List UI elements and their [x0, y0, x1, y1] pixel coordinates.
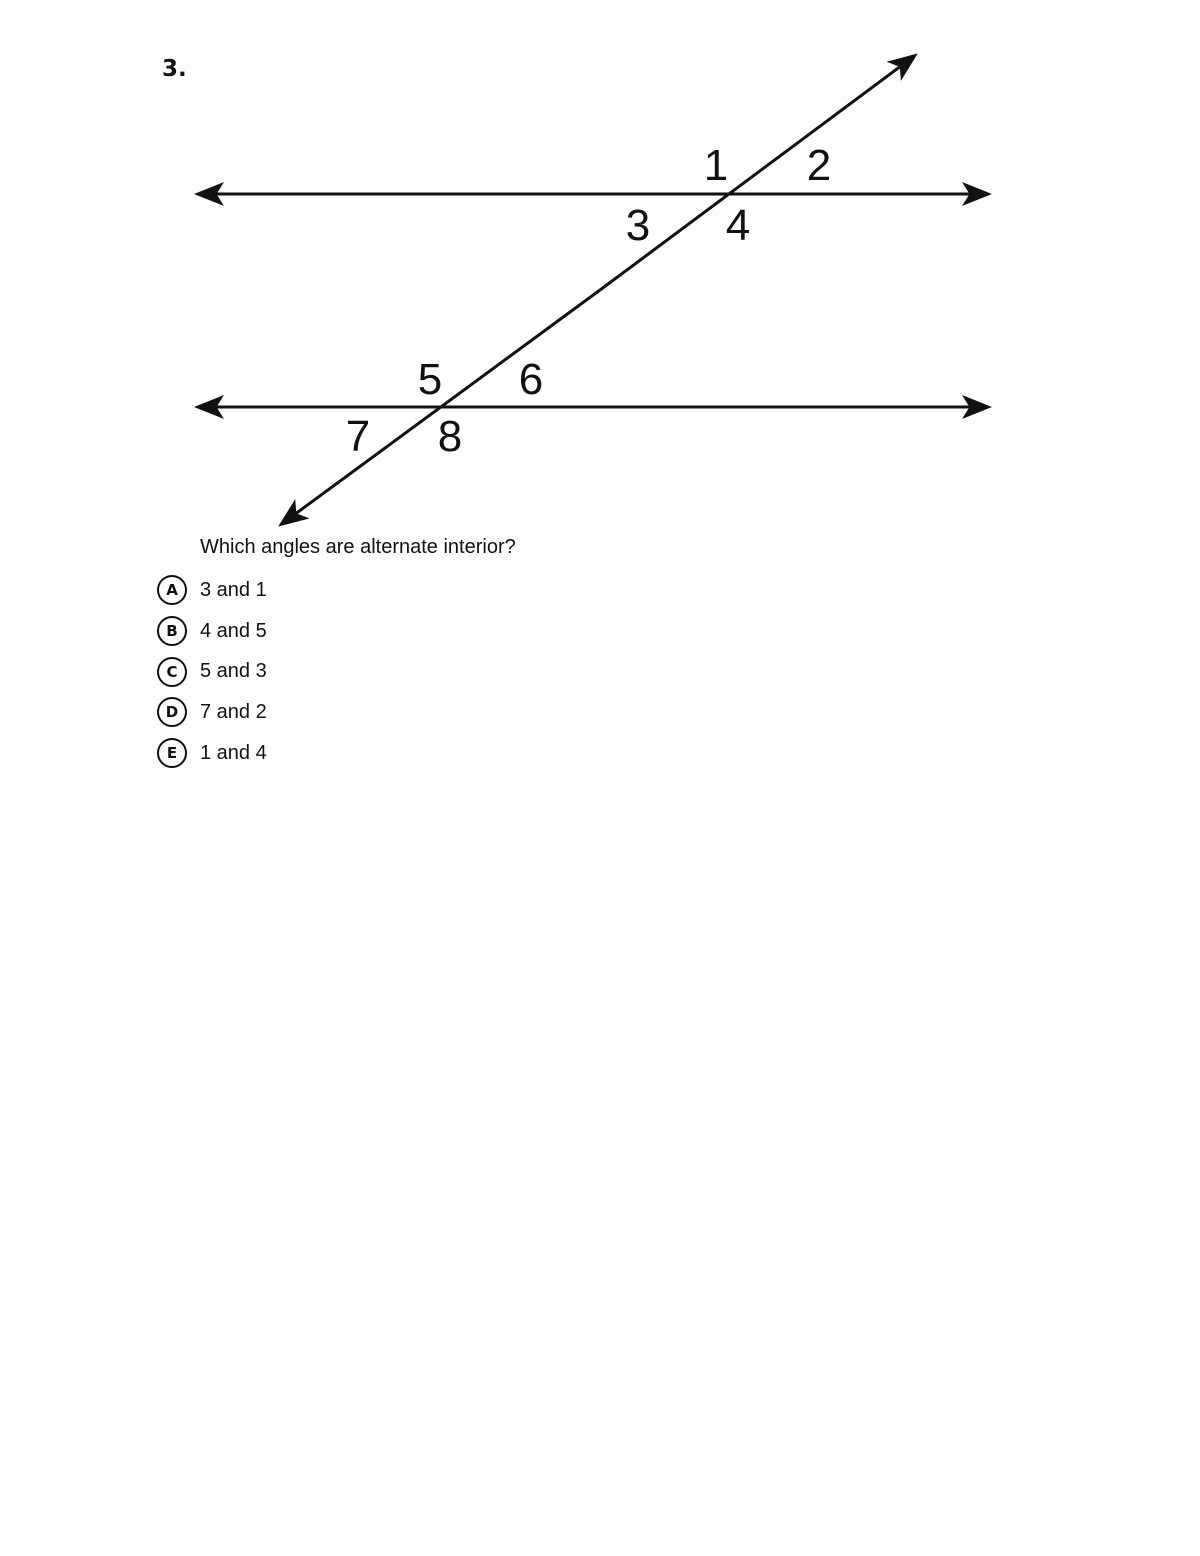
angle-label-7: 7: [345, 412, 371, 461]
angle-label-2: 2: [806, 141, 832, 190]
choice-e[interactable]: [157, 733, 267, 774]
angle-label-8: 8: [437, 412, 463, 461]
choice-a[interactable]: [157, 570, 267, 611]
angle-label-1: 1: [703, 141, 729, 190]
question-number: 3.: [162, 56, 187, 82]
choice-b-bubble[interactable]: B: [157, 616, 187, 646]
angle-label-6: 6: [518, 355, 544, 404]
choice-d-text: 7 and 2: [200, 700, 267, 723]
choice-c-text: 5 and 3: [200, 660, 267, 683]
choice-e-bubble[interactable]: E: [157, 738, 187, 768]
choice-a-bubble[interactable]: A: [157, 575, 187, 605]
choice-d-bubble[interactable]: D: [157, 697, 187, 727]
choice-a-text: 3 and 1: [200, 578, 267, 601]
choice-b[interactable]: [157, 611, 267, 652]
angle-label-3: 3: [625, 201, 651, 250]
answer-choices: [157, 570, 267, 773]
choice-d[interactable]: [157, 692, 267, 733]
parallel-lines-figure: [0, 0, 1200, 540]
transversal-line-up: [600, 57, 913, 290]
angle-label-4: 4: [725, 201, 751, 250]
choice-c[interactable]: [157, 651, 267, 692]
choice-c-bubble[interactable]: C: [157, 657, 187, 687]
choice-e-text: 1 and 4: [200, 741, 267, 764]
angle-label-5: 5: [417, 355, 443, 404]
choice-b-text: 4 and 5: [200, 619, 267, 642]
question-prompt: Which angles are alternate interior?: [200, 536, 516, 558]
